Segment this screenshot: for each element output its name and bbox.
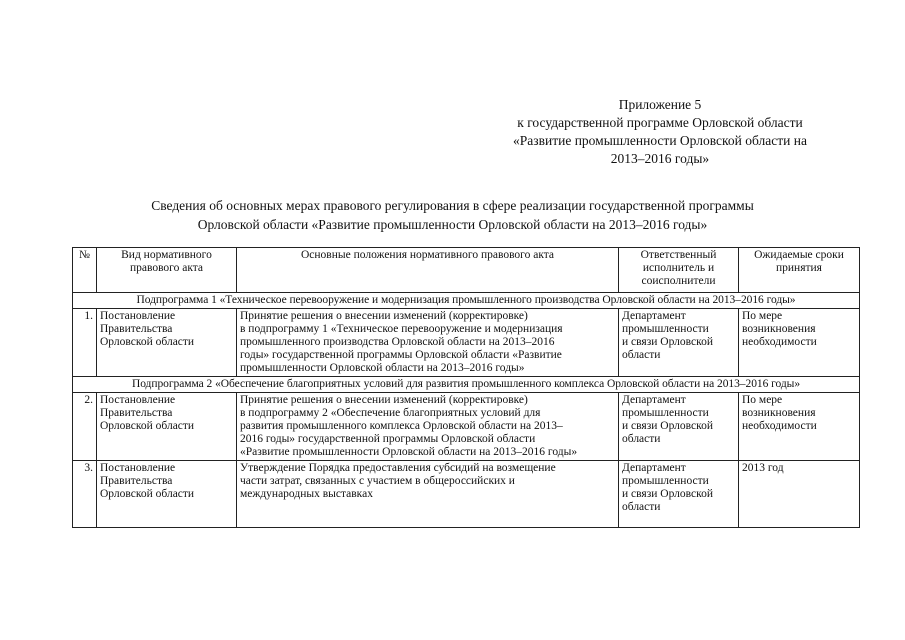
header-executor: Ответственный исполнитель и соисполнители — [619, 248, 739, 293]
appendix-ref-line: 2013–2016 годы» — [610, 151, 710, 166]
row-executor: Департамент промышленности и связи Орловской области — [619, 309, 739, 377]
legal-measures-table — [72, 247, 860, 528]
header-provisions: Основные положения нормативного правового акта — [237, 248, 619, 293]
subprogram-row — [73, 293, 860, 309]
row-executor: Департамент промышленности и связи Орловской области — [619, 461, 739, 528]
table-row — [73, 393, 860, 461]
document-title-line: Орловской области «Развитие промышленности Орловской области на 2013–2016 годы» — [197, 217, 708, 232]
appendix-ref-line: к государственной программе Орловской области — [517, 115, 803, 130]
document-title-line: Сведения об основных мерах правового регулирования в сфере реализации государственной программы — [151, 198, 754, 213]
row-provisions: Принятие решения о внесении изменений (корректировке) в подпрограмму 1 «Техническое перевооружение и модернизация промышленного производства Орловской области на 2013–2016 годы» государственной программы Орловской области «Развитие промышленности Орловской области на 2013–2016 годы» — [237, 309, 619, 377]
row-provisions: Утверждение Порядка предоставления субсидий на возмещение части затрат, связанных с участием в общероссийских и международных выставках — [237, 461, 619, 528]
appendix-header — [470, 96, 850, 168]
subprogram-1-title: Подпрограмма 1 «Техническое перевооружение и модернизация промышленного производства Орловской области на 2013–2016 годы» — [73, 293, 860, 309]
row-num: 3. — [73, 461, 97, 528]
subprogram-row — [73, 377, 860, 393]
row-num: 2. — [73, 393, 97, 461]
table-row — [73, 309, 860, 377]
row-deadline: 2013 год — [739, 461, 860, 528]
row-deadline: По мере возникновения необходимости — [739, 309, 860, 377]
subprogram-2-title: Подпрограмма 2 «Обеспечение благоприятных условий для развития промышленного комплекса Орловской области на 2013–2016 годы» — [73, 377, 860, 393]
header-act-type: Вид нормативного правового акта — [97, 248, 237, 293]
appendix-number: Приложение 5 — [618, 97, 702, 112]
row-act-type: Постановление Правительства Орловской области — [97, 309, 237, 377]
appendix-ref-line: «Развитие промышленности Орловской области на — [513, 133, 807, 148]
row-act-type: Постановление Правительства Орловской области — [97, 461, 237, 528]
row-executor: Департамент промышленности и связи Орловской области — [619, 393, 739, 461]
header-num: № — [73, 248, 97, 293]
row-act-type: Постановление Правительства Орловской области — [97, 393, 237, 461]
row-num: 1. — [73, 309, 97, 377]
row-provisions: Принятие решения о внесении изменений (корректировке) в подпрограмму 2 «Обеспечение благоприятных условий для развития промышленного комплекса Орловской области на 2013– 2016 годы» государственной программы Орловской области «Развитие промышленности Орловской области на 2013–2016 годы» — [237, 393, 619, 461]
header-deadline: Ожидаемые сроки принятия — [739, 248, 860, 293]
table-header-row — [73, 248, 860, 293]
row-deadline: По мере возникновения необходимости — [739, 393, 860, 461]
document-title — [40, 196, 865, 234]
table-row — [73, 461, 860, 528]
